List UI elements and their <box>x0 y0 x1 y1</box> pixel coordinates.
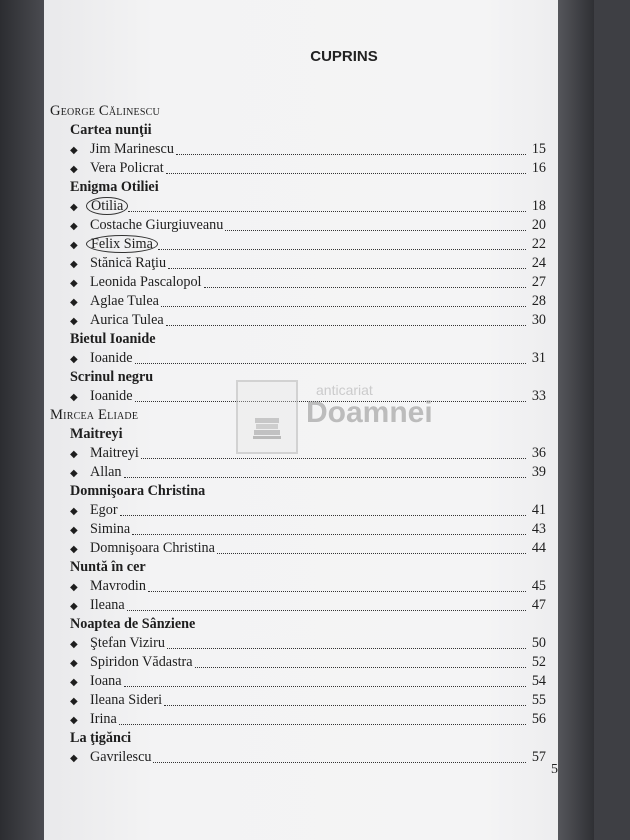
entry-name: Mavrodin <box>90 578 146 594</box>
entry-name: Aglae Tulea <box>90 293 159 309</box>
diamond-bullet-icon: ◆ <box>70 392 78 403</box>
dot-leader <box>148 591 526 592</box>
scan-left-edge <box>0 0 44 840</box>
entry-name: Ileana Sideri <box>90 692 163 708</box>
dot-leader <box>124 477 526 478</box>
entry-page-number: 43 <box>531 521 546 537</box>
diamond-bullet-icon: ◆ <box>70 164 78 175</box>
dot-leader <box>168 268 526 269</box>
toc-entry <box>50 710 546 729</box>
work-heading: Bietul Ioanide <box>70 331 156 347</box>
dot-leader <box>204 287 527 288</box>
entry-page-number: 33 <box>531 388 546 404</box>
diamond-bullet-icon: ◆ <box>70 297 78 308</box>
entry-page-number: 31 <box>531 350 546 366</box>
diamond-bullet-icon: ◆ <box>70 221 78 232</box>
diamond-bullet-icon: ◆ <box>70 506 78 517</box>
work-heading: Maitreyi <box>70 426 123 442</box>
diamond-bullet-icon: ◆ <box>70 449 78 460</box>
dot-leader <box>217 553 526 554</box>
entry-name: Leonida Pascalopol <box>90 274 202 290</box>
entry-page-number: 54 <box>531 673 546 689</box>
entry-page-number: 24 <box>531 255 546 271</box>
watermark-text-small: anticariat <box>316 382 373 398</box>
dot-leader <box>135 363 526 364</box>
circled-entry-name: Otilia <box>86 197 128 215</box>
dot-leader <box>127 610 526 611</box>
author-heading: George Călinescu <box>50 103 160 119</box>
toc-entry <box>50 691 546 710</box>
dot-leader <box>153 762 526 763</box>
entry-name: Ioana <box>90 673 122 689</box>
entry-name: Ioanide <box>90 388 133 404</box>
toc-entry <box>50 634 546 653</box>
entry-name: Allan <box>90 464 122 480</box>
entry-name: Jim Marinescu <box>90 141 174 157</box>
toc-entry <box>50 463 546 482</box>
entry-page-number: 41 <box>531 502 546 518</box>
dot-leader <box>141 458 526 459</box>
toc-entry <box>50 501 546 520</box>
entry-page-number: 22 <box>531 236 546 252</box>
diamond-bullet-icon: ◆ <box>70 715 78 726</box>
entry-page-number: 56 <box>531 711 546 727</box>
dot-leader <box>195 667 526 668</box>
diamond-bullet-icon: ◆ <box>70 658 78 669</box>
work-heading: Enigma Otiliei <box>70 179 159 195</box>
entry-name: Aurica Tulea <box>90 312 164 328</box>
diamond-bullet-icon: ◆ <box>70 259 78 270</box>
diamond-bullet-icon: ◆ <box>70 525 78 536</box>
entry-page-number: 57 <box>531 749 546 765</box>
dot-leader <box>124 686 526 687</box>
toc-entry <box>50 197 546 216</box>
toc-entry <box>50 653 546 672</box>
entry-page-number: 50 <box>531 635 546 651</box>
entry-page-number: 39 <box>531 464 546 480</box>
diamond-bullet-icon: ◆ <box>70 202 78 213</box>
diamond-bullet-icon: ◆ <box>70 677 78 688</box>
diamond-bullet-icon: ◆ <box>70 145 78 156</box>
dot-leader <box>120 515 526 516</box>
entry-name: Ioanide <box>90 350 133 366</box>
work-heading: Noaptea de Sânziene <box>70 616 196 632</box>
diamond-bullet-icon: ◆ <box>70 753 78 764</box>
entry-page-number: 30 <box>531 312 546 328</box>
entry-page-number: 28 <box>531 293 546 309</box>
diamond-bullet-icon: ◆ <box>70 639 78 650</box>
entry-name: Costache Giurgiuveanu <box>90 217 224 233</box>
entry-page-number: 18 <box>531 198 546 214</box>
circled-entry-name: Felix Sima <box>86 235 158 253</box>
work-heading: Scrinul negru <box>70 369 154 385</box>
book-page <box>44 0 594 840</box>
entry-name: Irina <box>90 711 117 727</box>
toc-entry <box>50 672 546 691</box>
toc-entry <box>50 748 546 767</box>
work-heading: Domnişoara Christina <box>70 483 206 499</box>
diamond-bullet-icon: ◆ <box>70 582 78 593</box>
work-heading: Nuntă în cer <box>70 559 146 575</box>
dot-leader <box>132 534 526 535</box>
entry-name: Spiridon Vădastra <box>90 654 193 670</box>
entry-page-number: 16 <box>531 160 546 176</box>
diamond-bullet-icon: ◆ <box>70 278 78 289</box>
dot-leader <box>119 724 526 725</box>
toc-entry <box>50 273 546 292</box>
toc-entry <box>50 311 546 330</box>
diamond-bullet-icon: ◆ <box>70 601 78 612</box>
dot-leader <box>166 325 526 326</box>
entry-page-number: 20 <box>531 217 546 233</box>
toc-entry <box>50 159 546 178</box>
diamond-bullet-icon: ◆ <box>70 544 78 555</box>
dot-leader <box>176 154 526 155</box>
toc-entry <box>50 292 546 311</box>
entry-page-number: 15 <box>531 141 546 157</box>
dot-leader <box>161 306 526 307</box>
page-right-shadow <box>558 0 594 840</box>
entry-page-number: 55 <box>531 692 546 708</box>
toc-entry <box>50 216 546 235</box>
dot-leader <box>158 249 526 250</box>
toc-entry <box>50 539 546 558</box>
entry-name: Vera Policrat <box>90 160 164 176</box>
entry-page-number: 47 <box>531 597 546 613</box>
page-title: CUPRINS <box>310 48 378 65</box>
entry-page-number: 27 <box>531 274 546 290</box>
dot-leader <box>128 211 526 212</box>
toc-entry <box>50 140 546 159</box>
entry-page-number: 52 <box>531 654 546 670</box>
dot-leader <box>164 705 526 706</box>
entry-name: Ileana <box>90 597 125 613</box>
entry-page-number: 45 <box>531 578 546 594</box>
books-icon <box>252 412 282 442</box>
watermark-logo <box>236 380 446 450</box>
toc-entry <box>50 520 546 539</box>
entry-name: Domnişoara Christina <box>90 540 215 556</box>
entry-name: Maitreyi <box>90 445 139 461</box>
toc-entry <box>50 577 546 596</box>
diamond-bullet-icon: ◆ <box>70 240 78 251</box>
toc-entry <box>50 596 546 615</box>
diamond-bullet-icon: ◆ <box>70 316 78 327</box>
toc-entry <box>50 254 546 273</box>
page-number: 5 <box>551 762 558 777</box>
work-heading: Cartea nunţii <box>70 122 152 138</box>
entry-name: Simina <box>90 521 131 537</box>
toc-entry <box>50 349 546 368</box>
diamond-bullet-icon: ◆ <box>70 468 78 479</box>
entry-name: Gavrilescu <box>90 749 152 765</box>
dot-leader <box>166 173 526 174</box>
watermark-text-big: Doamnei <box>306 396 433 429</box>
diamond-bullet-icon: ◆ <box>70 354 78 365</box>
entry-name: Stănică Raţiu <box>90 255 167 271</box>
toc-entry <box>50 235 546 254</box>
work-heading: La ţigănci <box>70 730 132 746</box>
diamond-bullet-icon: ◆ <box>70 696 78 707</box>
entry-page-number: 36 <box>531 445 546 461</box>
entry-name: Egor <box>90 502 118 518</box>
entry-page-number: 44 <box>531 540 546 556</box>
watermark-frame <box>236 380 298 454</box>
dot-leader <box>167 648 526 649</box>
entry-name: Ştefan Viziru <box>90 635 165 651</box>
author-heading: Mircea Eliade <box>50 407 139 423</box>
dot-leader <box>225 230 526 231</box>
